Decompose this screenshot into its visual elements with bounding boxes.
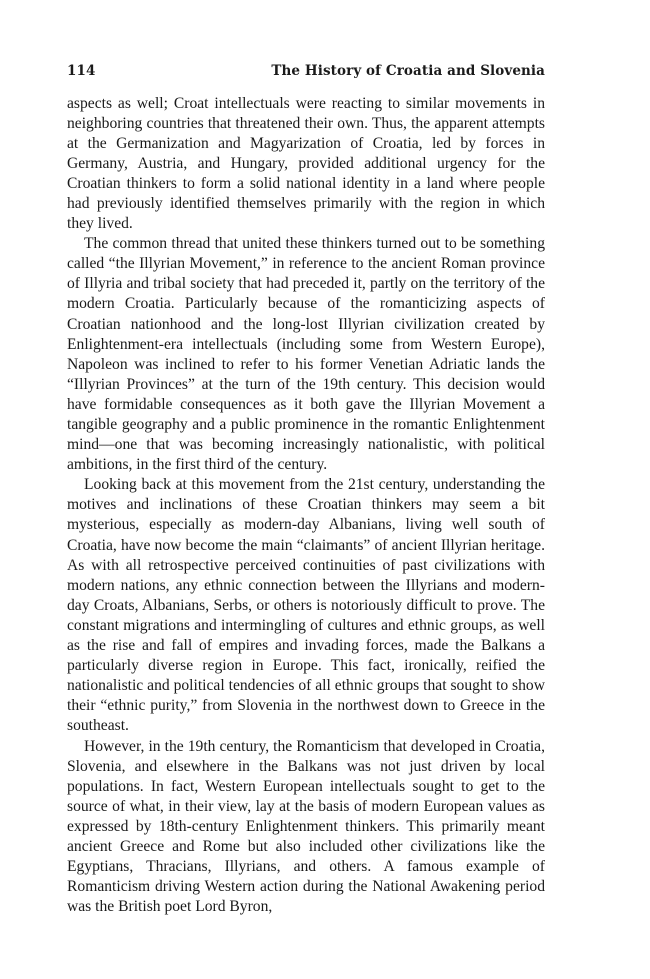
body-text xyxy=(67,94,545,918)
paragraph-illyrian-movement: The common thread that united these thinkers turned out to be something called “the Illyrian Movement,” in reference to the ancient Roman province of Illyria and tribal society that had preceded it, partly on the territory of the modern Croatia. Particularly because of the romanticizing aspects of Croatian nationhood and the long-lost Illyrian civilization created by Enlightenment-era intellectuals (including some from Western Europe), Napoleon was inclined to refer to his former Venetian Adriatic lands the “Illyrian Provinces” at the turn of the 19th century. This decision would have formidable consequences as it both gave the Illyrian Movement a tangible geography and a public prominence in the romantic Enlightenment mind—one that was becoming increasingly nationalistic, with political ambitions, in the first third of the century. xyxy=(67,235,545,474)
book-title: The History of Croatia and Slovenia xyxy=(271,63,545,79)
paragraph-romanticism: However, in the 19th century, the Romanticism that developed in Croatia, Slovenia, and elsewhere in the Balkans was not just driven by local populations. In fact, Western European intellectuals sought to get to the source of what, in their view, lay at the basis of modern European values as expressed by 18th-century Enlightenment thinkers. This primarily meant ancient Greece and Rome but also included other civilizations like the Egyptians, Thracians, Illyrians, and others. A famous example of Romanticism driving Western action during the National Awakening period was the British poet Lord Byron, xyxy=(67,737,545,916)
paragraph-looking-back: Looking back at this movement from the 21st century, understanding the motives and inclinations of these Croatian thinkers may seem a bit mysterious, especially as modern-day Albanians, living well south of Croatia, have now become the main “claimants” of ancient Illyrian heritage. As with all retrospective perceived continuities of past civilizations with modern nations, any ethnic connection between the Illyrians and modern-day Croats, Albanians, Serbs, or others is notoriously difficult to prove. The constant migrations and intermingling of cultures and ethnic groups, as well as the rise and fall of empires and invading forces, made the Balkans a particularly diverse region in Europe. This fact, ironically, reified the nationalistic and political tendencies of all ethnic groups that sought to show their “ethnic purity,” from Slovenia in the northwest down to Greece in the southeast. xyxy=(67,476,545,735)
paragraph-continuation: aspects as well; Croat intellectuals were reacting to similar movements in neighboring countries that threatened their own. Thus, the apparent attempts at the Germanization and Magyarization of Croatia, led by forces in Germany, Austria, and Hungary, provided additional urgency for the Croatian thinkers to form a solid national identity in a land where people had previously identified themselves primarily with the region in which they lived. xyxy=(67,94,545,233)
page-number: 114 xyxy=(67,63,96,79)
running-head xyxy=(67,63,545,83)
